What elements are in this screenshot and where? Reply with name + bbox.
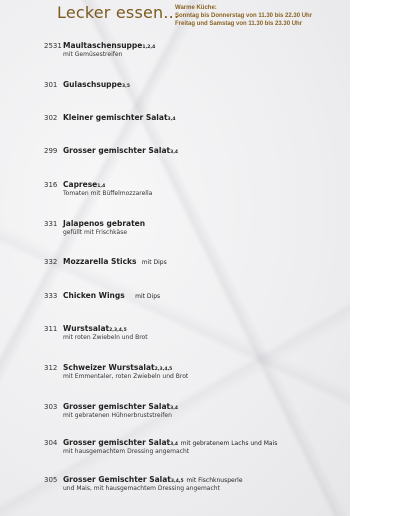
- item-number: 301: [44, 81, 58, 89]
- item-allergens: 3,4: [170, 442, 179, 447]
- hours-weekend: Freitag und Samstag von 11.30 bis 23.30 Uhr: [175, 21, 303, 27]
- item-name: Maultaschensuppe: [63, 41, 143, 50]
- item-name-line: [63, 291, 160, 300]
- kitchen-hours: [175, 4, 312, 28]
- item-name: Kleiner gemischter Salat: [63, 113, 168, 122]
- item-allergens: 3,4,5: [170, 479, 184, 484]
- item-name-line: [63, 475, 243, 484]
- item-number: 312: [44, 364, 58, 372]
- item-description: gefüllt mit Frischkäse: [63, 229, 128, 236]
- item-allergens: 1,4: [97, 184, 106, 189]
- item-allergens: 3,4: [170, 150, 179, 155]
- item-number: 2531: [44, 42, 62, 50]
- item-number: 333: [44, 292, 58, 300]
- item-name-line: [63, 80, 130, 89]
- item-extra: mit Fischknusperle: [186, 477, 243, 484]
- item-number: 302: [44, 114, 58, 122]
- item-name: Mozzarella Sticks: [63, 257, 137, 266]
- item-extra: mit gebratenem Lachs und Mais: [180, 440, 278, 447]
- item-name-line: [63, 257, 167, 266]
- item-extra: mit Dips: [141, 259, 167, 266]
- item-number: 332: [44, 258, 58, 266]
- item-extra: mit Dips: [135, 293, 161, 300]
- item-description: Tomaten mit Büffelmozzarella: [63, 190, 153, 197]
- page-title: Lecker essen...: [57, 3, 180, 22]
- item-allergens: 3,4: [170, 406, 179, 411]
- item-allergens: 2,3,4,5: [109, 328, 127, 333]
- item-name: Schweizer Wurstsalat: [63, 363, 155, 372]
- hours-heading: Warme Küche:: [175, 5, 217, 11]
- item-number: 316: [44, 181, 58, 189]
- item-name: Caprese: [63, 180, 98, 189]
- item-name-line: [63, 324, 127, 333]
- item-description: mit roten Zwiebeln und Brot: [63, 334, 148, 341]
- item-name-line: [63, 113, 176, 122]
- item-name: Chicken Wings: [63, 291, 125, 300]
- item-allergens: 3,5: [122, 84, 130, 89]
- item-description: mit hausgemachtem Dressing angemacht: [63, 448, 190, 455]
- hours-weekdays: Sonntag bis Donnerstag von 11.30 bis 22.30 Uhr: [175, 13, 313, 19]
- item-name: Grosser Gemischter Salat: [63, 475, 171, 484]
- item-name: Grosser gemischter Salat: [63, 146, 171, 155]
- item-description: mit gebratenen Hühnerbruststreifen: [63, 412, 172, 419]
- item-number: 311: [44, 325, 58, 333]
- item-number: 305: [44, 476, 58, 484]
- item-name-line: [63, 438, 277, 447]
- item-name: Gulaschsuppe: [63, 80, 123, 89]
- item-number: 331: [44, 220, 58, 228]
- item-name-line: [63, 41, 155, 50]
- item-number: 299: [44, 147, 58, 155]
- item-description: mit Emmentaler, roten Zwiebeln und Brot: [63, 373, 189, 380]
- item-name-line: [63, 402, 178, 411]
- item-allergens: 1,2,4: [142, 45, 156, 50]
- item-allergens: 2,3,4,5: [154, 367, 173, 372]
- item-name: Grosser gemischter Salat: [63, 438, 171, 447]
- item-description: und Mais, mit hausgemachtem Dressing angemacht: [63, 485, 220, 492]
- item-name-line: [63, 146, 178, 155]
- item-description: mit Gemüsestreifen: [63, 51, 123, 58]
- item-name: Wurstsalat: [63, 324, 110, 333]
- item-name: Jalapenos gebraten: [63, 219, 146, 228]
- item-allergens: 3,4: [167, 117, 176, 122]
- item-name-line: [63, 363, 172, 372]
- item-name: Grosser gemischter Salat: [63, 402, 171, 411]
- item-name-line: [63, 219, 145, 228]
- item-name-line: [63, 180, 105, 189]
- item-number: 303: [44, 403, 58, 411]
- item-number: 304: [44, 439, 58, 447]
